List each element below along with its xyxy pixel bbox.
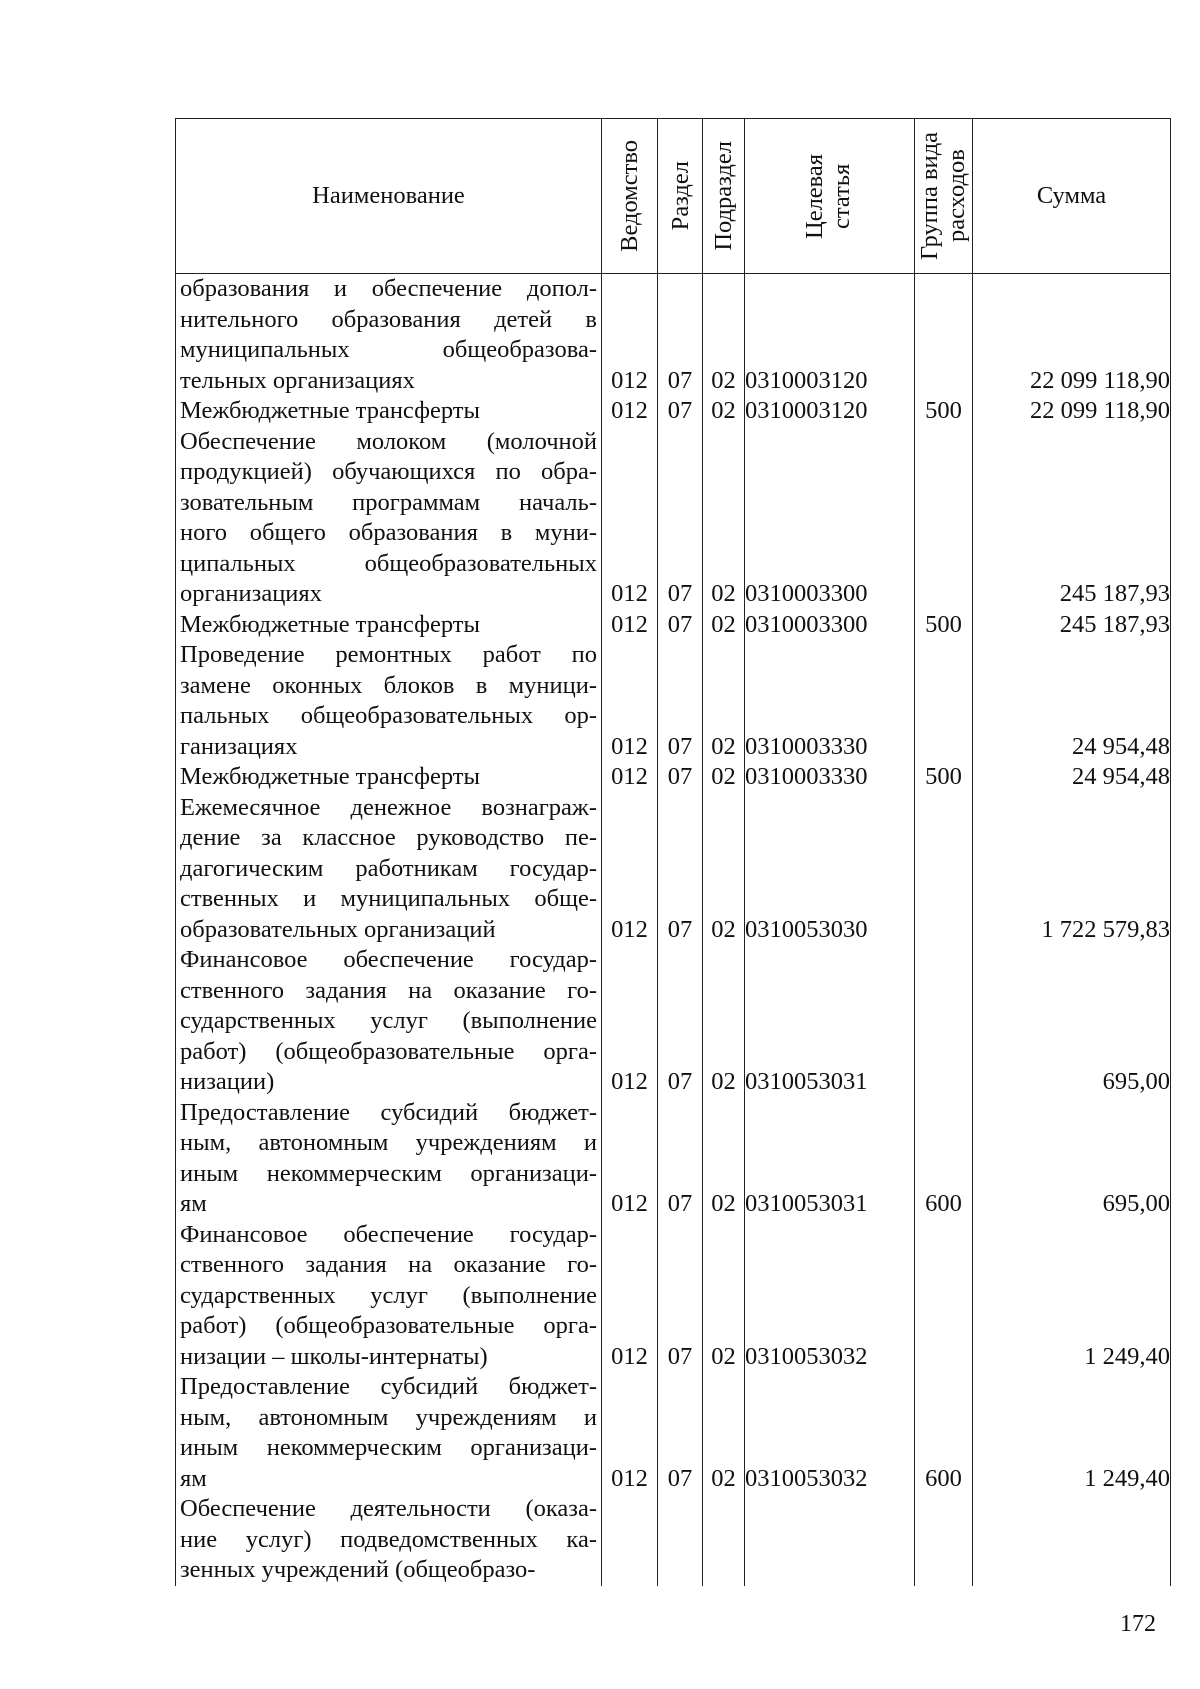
cell-vedomstvo: 012 xyxy=(602,274,658,397)
header-target-label: Целевая статья xyxy=(800,153,855,239)
cell-name-line: Обеспечение молоком (молочной xyxy=(180,427,597,455)
cell-podrazdel: 02 xyxy=(703,945,745,1098)
cell-name-line: организациях xyxy=(180,580,322,607)
cell-podrazdel: 02 xyxy=(703,1098,745,1220)
cell-name-line: работ) (общеобразовательные орга- xyxy=(180,1037,597,1065)
table-row xyxy=(176,793,1171,946)
cell-sum: 695,00 xyxy=(973,1098,1171,1220)
cell-name xyxy=(176,793,602,946)
cell-name-line: Обеспечение деятельности (оказа- xyxy=(180,1495,597,1522)
cell-razdel: 07 xyxy=(658,1098,703,1220)
cell-group xyxy=(915,793,973,946)
cell-razdel: 07 xyxy=(658,762,703,793)
cell-vedomstvo: 012 xyxy=(602,610,658,641)
cell-vedomstvo: 012 xyxy=(602,1098,658,1220)
cell-name-line: иным некоммерческим организаци- xyxy=(180,1434,597,1461)
cell-sum: 24 954,48 xyxy=(973,640,1171,762)
cell-podrazdel: 02 xyxy=(703,427,745,610)
cell-target: 0310003300 xyxy=(745,610,915,641)
cell-podrazdel: 02 xyxy=(703,762,745,793)
cell-name-line: ного общего образования в муни- xyxy=(180,519,597,546)
cell-group: 500 xyxy=(915,396,973,427)
table-row xyxy=(176,274,1171,397)
header-row xyxy=(176,119,1171,274)
cell-name xyxy=(176,945,602,1098)
cell-name-line: иным некоммерческим организаци- xyxy=(180,1159,597,1187)
table-row xyxy=(176,1098,1171,1220)
cell-name-line: Финансовое обеспечение государ- xyxy=(180,1220,597,1248)
table-row xyxy=(176,640,1171,762)
cell-name-line: ственного задания на оказание го- xyxy=(180,1251,597,1278)
cell-name-line: пальных общеобразовательных ор- xyxy=(180,702,597,729)
cell-name-line: низации – школы-интернаты) xyxy=(180,1342,488,1370)
header-razdel xyxy=(658,119,703,274)
cell-name-line: ным, автономным учреждениям и xyxy=(180,1403,597,1431)
cell-podrazdel: 02 xyxy=(703,1372,745,1494)
header-group-label: Группа вида расходов xyxy=(915,131,970,261)
cell-name-line: зенных учреждений (общеобразо- xyxy=(180,1556,536,1583)
header-name: Наименование xyxy=(176,119,602,274)
cell-name xyxy=(176,610,602,641)
cell-target: 0310053030 xyxy=(745,793,915,946)
cell-name-line: зовательным программам началь- xyxy=(180,488,597,516)
cell-sum: 1 249,40 xyxy=(973,1220,1171,1373)
cell-name-line: нительного образования детей в xyxy=(180,305,597,333)
cell-name-line: образовательных организаций xyxy=(180,915,496,943)
cell-name-line: образования и обеспечение допол- xyxy=(180,275,597,302)
cell-group xyxy=(915,1494,973,1586)
cell-target: 0310003330 xyxy=(745,762,915,793)
header-vedomstvo-label: Ведомство xyxy=(616,140,643,252)
cell-name-line: Проведение ремонтных работ по xyxy=(180,641,597,668)
cell-name xyxy=(176,640,602,762)
cell-razdel: 07 xyxy=(658,1220,703,1373)
cell-name-line: Предоставление субсидий бюджет- xyxy=(180,1373,597,1400)
cell-podrazdel: 02 xyxy=(703,274,745,397)
cell-vedomstvo: 012 xyxy=(602,640,658,762)
cell-podrazdel: 02 xyxy=(703,640,745,762)
cell-name-line: Финансовое обеспечение государ- xyxy=(180,946,597,973)
header-vedomstvo xyxy=(602,119,658,274)
cell-sum: 24 954,48 xyxy=(973,762,1171,793)
cell-name xyxy=(176,762,602,793)
cell-name-line: работ) (общеобразовательные орга- xyxy=(180,1312,597,1339)
cell-target xyxy=(745,1494,915,1586)
cell-name-line: сударственных услуг (выполнение xyxy=(180,1281,597,1309)
cell-group xyxy=(915,274,973,397)
cell-name-line: ям xyxy=(180,1190,207,1217)
cell-name-line: Межбюджетные трансферты xyxy=(180,397,480,424)
table-row xyxy=(176,1220,1171,1373)
cell-name-line: низации) xyxy=(180,1068,275,1095)
cell-name-line: ганизациях xyxy=(180,732,298,760)
cell-sum: 1 722 579,83 xyxy=(973,793,1171,946)
cell-target: 0310003120 xyxy=(745,396,915,427)
cell-vedomstvo: 012 xyxy=(602,396,658,427)
cell-name xyxy=(176,1098,602,1220)
cell-sum: 245 187,93 xyxy=(973,610,1171,641)
cell-razdel: 07 xyxy=(658,945,703,1098)
cell-group xyxy=(915,945,973,1098)
cell-name xyxy=(176,1372,602,1494)
table-row xyxy=(176,1372,1171,1494)
cell-vedomstvo: 012 xyxy=(602,427,658,610)
cell-podrazdel: 02 xyxy=(703,1220,745,1373)
cell-name-line: дагогическим работникам государ- xyxy=(180,854,597,882)
cell-group: 600 xyxy=(915,1372,973,1494)
cell-sum: 22 099 118,90 xyxy=(973,274,1171,397)
cell-name-line: продукцией) обучающихся по обра- xyxy=(180,458,597,485)
cell-target: 0310053032 xyxy=(745,1372,915,1494)
cell-vedomstvo: 012 xyxy=(602,793,658,946)
cell-name-line: Ежемесячное денежное вознаграж- xyxy=(180,793,597,821)
cell-name-line: муниципальных общеобразова- xyxy=(180,336,597,363)
cell-vedomstvo: 012 xyxy=(602,945,658,1098)
cell-name-line: ям xyxy=(180,1464,207,1492)
cell-razdel: 07 xyxy=(658,640,703,762)
cell-sum: 22 099 118,90 xyxy=(973,396,1171,427)
cell-name-line: Предоставление субсидий бюджет- xyxy=(180,1098,597,1126)
cell-target: 0310003300 xyxy=(745,427,915,610)
cell-razdel: 07 xyxy=(658,274,703,397)
header-target xyxy=(745,119,915,274)
cell-name xyxy=(176,1220,602,1373)
table-row xyxy=(176,427,1171,610)
cell-group: 500 xyxy=(915,762,973,793)
cell-vedomstvo xyxy=(602,1494,658,1586)
cell-sum: 1 249,40 xyxy=(973,1372,1171,1494)
cell-name xyxy=(176,1494,602,1586)
header-podrazdel-label: Подраздел xyxy=(710,141,737,251)
cell-name xyxy=(176,427,602,610)
cell-razdel: 07 xyxy=(658,427,703,610)
cell-sum: 245 187,93 xyxy=(973,427,1171,610)
cell-name-line: ственных и муниципальных обще- xyxy=(180,885,597,912)
table-row xyxy=(176,762,1171,793)
header-podrazdel xyxy=(703,119,745,274)
cell-target: 0310053031 xyxy=(745,1098,915,1220)
cell-name xyxy=(176,396,602,427)
cell-target: 0310053031 xyxy=(745,945,915,1098)
cell-target: 0310053032 xyxy=(745,1220,915,1373)
cell-razdel: 07 xyxy=(658,793,703,946)
cell-name-line: ным, автономным учреждениям и xyxy=(180,1129,597,1156)
header-razdel-label: Раздел xyxy=(666,161,694,231)
budget-table xyxy=(175,118,1171,1586)
cell-razdel: 07 xyxy=(658,396,703,427)
cell-sum xyxy=(973,1494,1171,1586)
cell-name-line: ние услуг) подведомственных ка- xyxy=(180,1525,597,1553)
table-row xyxy=(176,1494,1171,1586)
cell-podrazdel: 02 xyxy=(703,610,745,641)
cell-name-line: дение за классное руководство пе- xyxy=(180,824,597,851)
cell-podrazdel xyxy=(703,1494,745,1586)
cell-vedomstvo: 012 xyxy=(602,762,658,793)
cell-vedomstvo: 012 xyxy=(602,1220,658,1373)
header-sum: Сумма xyxy=(973,119,1171,274)
cell-group xyxy=(915,640,973,762)
cell-name-line: Межбюджетные трансферты xyxy=(180,610,480,638)
cell-razdel xyxy=(658,1494,703,1586)
cell-podrazdel: 02 xyxy=(703,396,745,427)
cell-vedomstvo: 012 xyxy=(602,1372,658,1494)
cell-name xyxy=(176,274,602,397)
table-row xyxy=(176,945,1171,1098)
cell-sum: 695,00 xyxy=(973,945,1171,1098)
table-row xyxy=(176,396,1171,427)
cell-group: 600 xyxy=(915,1098,973,1220)
header-group xyxy=(915,119,973,274)
cell-group xyxy=(915,427,973,610)
cell-name-line: замене оконных блоков в муници- xyxy=(180,671,597,699)
table-row xyxy=(176,610,1171,641)
cell-name-line: Межбюджетные трансферты xyxy=(180,763,480,790)
cell-target: 0310003330 xyxy=(745,640,915,762)
cell-name-line: ципальных общеобразовательных xyxy=(180,549,597,577)
cell-name-line: сударственных услуг (выполнение xyxy=(180,1007,597,1034)
cell-name-line: ственного задания на оказание го- xyxy=(180,976,597,1004)
cell-group xyxy=(915,1220,973,1373)
cell-podrazdel: 02 xyxy=(703,793,745,946)
cell-group: 500 xyxy=(915,610,973,641)
cell-razdel: 07 xyxy=(658,1372,703,1494)
cell-razdel: 07 xyxy=(658,610,703,641)
page-number: 172 xyxy=(1120,1611,1156,1637)
cell-name-line: тельных организациях xyxy=(180,366,415,394)
cell-target: 0310003120 xyxy=(745,274,915,397)
